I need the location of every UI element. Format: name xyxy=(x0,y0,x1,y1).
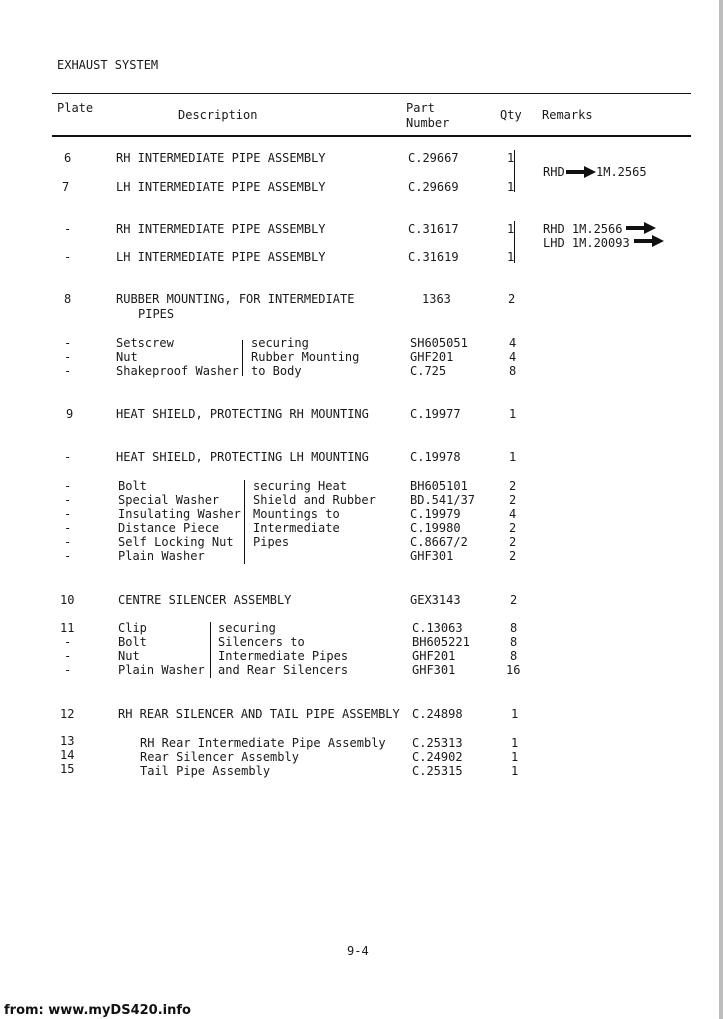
page-edge-shadow xyxy=(719,0,723,1019)
remark-lhd-from: LHD 1M.20093 xyxy=(543,236,630,250)
header-part-line1: Part xyxy=(406,101,435,115)
header-part-line2: Number xyxy=(406,116,450,130)
group-note-line: securing Heat xyxy=(253,479,347,493)
table-row-part-number: BH605101 xyxy=(410,479,468,493)
table-row-plate: - xyxy=(64,493,72,507)
table-row-qty: 2 xyxy=(509,479,517,493)
table-row-description: RH INTERMEDIATE PIPE ASSEMBLY xyxy=(116,151,326,165)
table-row-plate: - xyxy=(64,663,72,677)
table-row-plate: - xyxy=(64,350,72,364)
table-row-plate: 6 xyxy=(64,151,72,165)
table-row-part-number: C.725 xyxy=(410,364,447,378)
table-row-qty: 2 xyxy=(509,535,517,549)
table-row-qty: 2 xyxy=(509,493,517,507)
table-row-part-number: C.19980 xyxy=(410,521,461,535)
table-row-description: HEAT SHIELD, PROTECTING LH MOUNTING xyxy=(116,450,369,464)
table-row-part-number: C.19979 xyxy=(410,507,461,521)
table-row-qty: 16 xyxy=(506,663,521,677)
table-row-plate: 13 xyxy=(60,734,75,748)
table-row-plate: 14 xyxy=(60,748,75,762)
page-number: 9-4 xyxy=(347,944,369,958)
table-row-description: Tail Pipe Assembly xyxy=(140,764,271,778)
table-row-description: Self Locking Nut xyxy=(118,535,234,549)
group-divider xyxy=(242,340,243,376)
group-note-line: to Body xyxy=(251,364,302,378)
table-row-qty: 4 xyxy=(509,350,517,364)
table-row-qty: 1 xyxy=(511,750,519,764)
table-row-description: Setscrew xyxy=(116,336,174,350)
table-row-qty: 2 xyxy=(509,521,517,535)
header-description: Description xyxy=(178,108,258,122)
table-row-part-number: C.8667/2 xyxy=(410,535,468,549)
group-note-line: Pipes xyxy=(253,535,290,549)
table-row-qty: 1 xyxy=(511,736,519,750)
group-note-line: Intermediate Pipes xyxy=(218,649,349,663)
table-row-part-number: C.31619 xyxy=(408,250,459,264)
arrow-right-icon xyxy=(566,166,596,178)
group-divider xyxy=(244,480,245,564)
table-row-plate: - xyxy=(64,250,72,264)
table-row-description: Distance Piece xyxy=(118,521,220,535)
table-row-plate: - xyxy=(64,521,72,535)
group-divider xyxy=(210,622,211,678)
table-row-part-number: C.24898 xyxy=(412,707,463,721)
header-top-rule xyxy=(52,93,691,94)
table-row-plate: - xyxy=(64,479,72,493)
table-row-qty: 2 xyxy=(509,549,517,563)
table-row-plate: - xyxy=(64,549,72,563)
table-row-part-number: C.25313 xyxy=(412,736,463,750)
table-row-description-cont: PIPES xyxy=(138,307,175,321)
table-row-plate: - xyxy=(64,649,72,663)
table-row-part-number: GHF301 xyxy=(412,663,456,677)
arrow-right-icon xyxy=(634,235,664,247)
table-row-description: Rear Silencer Assembly xyxy=(140,750,299,764)
table-row-description: RH REAR SILENCER AND TAIL PIPE ASSEMBLY xyxy=(118,707,400,721)
group-note-line: and Rear Silencers xyxy=(218,663,349,677)
group-note-line: securing xyxy=(218,621,276,635)
table-row-part-number: C.29669 xyxy=(408,180,459,194)
table-row-plate: 11 xyxy=(60,621,75,635)
header-remarks: Remarks xyxy=(542,108,593,122)
table-row-qty: 1 xyxy=(511,764,519,778)
group-note-line: securing xyxy=(251,336,309,350)
table-row-qty: 8 xyxy=(510,635,518,649)
table-row-description: RH INTERMEDIATE PIPE ASSEMBLY xyxy=(116,222,326,236)
header-qty: Qty xyxy=(500,108,522,122)
source-footer: from: www.myDS420.info xyxy=(4,1003,191,1018)
table-row-part-number: C.19978 xyxy=(410,450,461,464)
qty-bracket xyxy=(514,150,515,192)
table-row-qty: 1 xyxy=(507,180,515,194)
table-row-description: Special Washer xyxy=(118,493,220,507)
page-title: EXHAUST SYSTEM xyxy=(57,58,159,72)
table-row-description: Clip xyxy=(118,621,147,635)
table-row-description: Insulating Washer xyxy=(118,507,241,521)
table-row-part-number: BH605221 xyxy=(412,635,470,649)
table-row-description: Nut xyxy=(116,350,138,364)
table-row-plate: 9 xyxy=(66,407,74,421)
table-row-plate: - xyxy=(64,364,72,378)
table-row-plate: - xyxy=(64,635,72,649)
table-row-part-number: C.31617 xyxy=(408,222,459,236)
table-row-plate: 7 xyxy=(62,180,70,194)
table-row-description: CENTRE SILENCER ASSEMBLY xyxy=(118,593,292,607)
table-row-plate: 8 xyxy=(64,292,72,306)
table-row-description: Plain Washer xyxy=(118,663,205,677)
qty-bracket xyxy=(514,221,515,263)
table-row-qty: 8 xyxy=(510,621,518,635)
remark-rhd-prefix: RHD xyxy=(543,165,565,179)
table-row-qty: 1 xyxy=(509,407,517,421)
table-row-plate: - xyxy=(64,222,72,236)
remark-rhd-from: RHD 1M.2566 xyxy=(543,222,623,236)
table-row-qty: 2 xyxy=(510,593,518,607)
table-row-qty: 1 xyxy=(507,250,515,264)
table-row-description: Shakeproof Washer xyxy=(116,364,239,378)
table-row-description: Bolt xyxy=(118,479,147,493)
table-row-plate: 10 xyxy=(60,593,75,607)
table-row-plate: 15 xyxy=(60,762,75,776)
table-row-part-number: SH605051 xyxy=(410,336,468,350)
table-row-description: Bolt xyxy=(118,635,147,649)
table-row-part-number: C.19977 xyxy=(410,407,461,421)
remark-rhd-to: 1M.2565 xyxy=(596,165,647,179)
table-row-part-number: C.29667 xyxy=(408,151,459,165)
table-row-qty: 8 xyxy=(509,364,517,378)
table-row-qty: 1 xyxy=(509,450,517,464)
group-note-line: Mountings to xyxy=(253,507,340,521)
table-row-part-number: GHF301 xyxy=(410,549,454,563)
table-row-description: RUBBER MOUNTING, FOR INTERMEDIATE xyxy=(116,292,355,306)
table-row-description: RH Rear Intermediate Pipe Assembly xyxy=(140,736,386,750)
table-row-description: LH INTERMEDIATE PIPE ASSEMBLY xyxy=(116,180,326,194)
table-row-description: HEAT SHIELD, PROTECTING RH MOUNTING xyxy=(116,407,369,421)
table-row-part-number: GHF201 xyxy=(410,350,454,364)
table-row-qty: 4 xyxy=(509,507,517,521)
table-row-plate: 12 xyxy=(60,707,75,721)
table-row-part-number: GEX3143 xyxy=(410,593,461,607)
table-row-description: LH INTERMEDIATE PIPE ASSEMBLY xyxy=(116,250,326,264)
table-row-part-number: BD.541/37 xyxy=(410,493,476,507)
header-bottom-rule xyxy=(52,135,691,137)
table-row-qty: 1 xyxy=(511,707,519,721)
table-row-part-number: C.25315 xyxy=(412,764,463,778)
group-note-line: Silencers to xyxy=(218,635,305,649)
table-row-description: Plain Washer xyxy=(118,549,205,563)
group-note-line: Rubber Mounting xyxy=(251,350,360,364)
header-plate: Plate xyxy=(57,101,94,115)
table-row-plate: - xyxy=(64,336,72,350)
table-row-qty: 1 xyxy=(507,151,515,165)
table-row-plate: - xyxy=(64,507,72,521)
table-row-part-number: C.24902 xyxy=(412,750,463,764)
table-row-part-number: GHF201 xyxy=(412,649,456,663)
table-row-qty: 1 xyxy=(507,222,515,236)
table-row-description: Nut xyxy=(118,649,140,663)
table-row-qty: 2 xyxy=(508,292,516,306)
table-row-part-number: C.13063 xyxy=(412,621,463,635)
arrow-right-icon xyxy=(626,222,656,234)
table-row-qty: 4 xyxy=(509,336,517,350)
group-note-line: Shield and Rubber xyxy=(253,493,376,507)
group-note-line: Intermediate xyxy=(253,521,340,535)
table-row-plate: - xyxy=(64,450,72,464)
table-row-part-number: 1363 xyxy=(422,292,451,306)
table-row-plate: - xyxy=(64,535,72,549)
table-row-qty: 8 xyxy=(510,649,518,663)
